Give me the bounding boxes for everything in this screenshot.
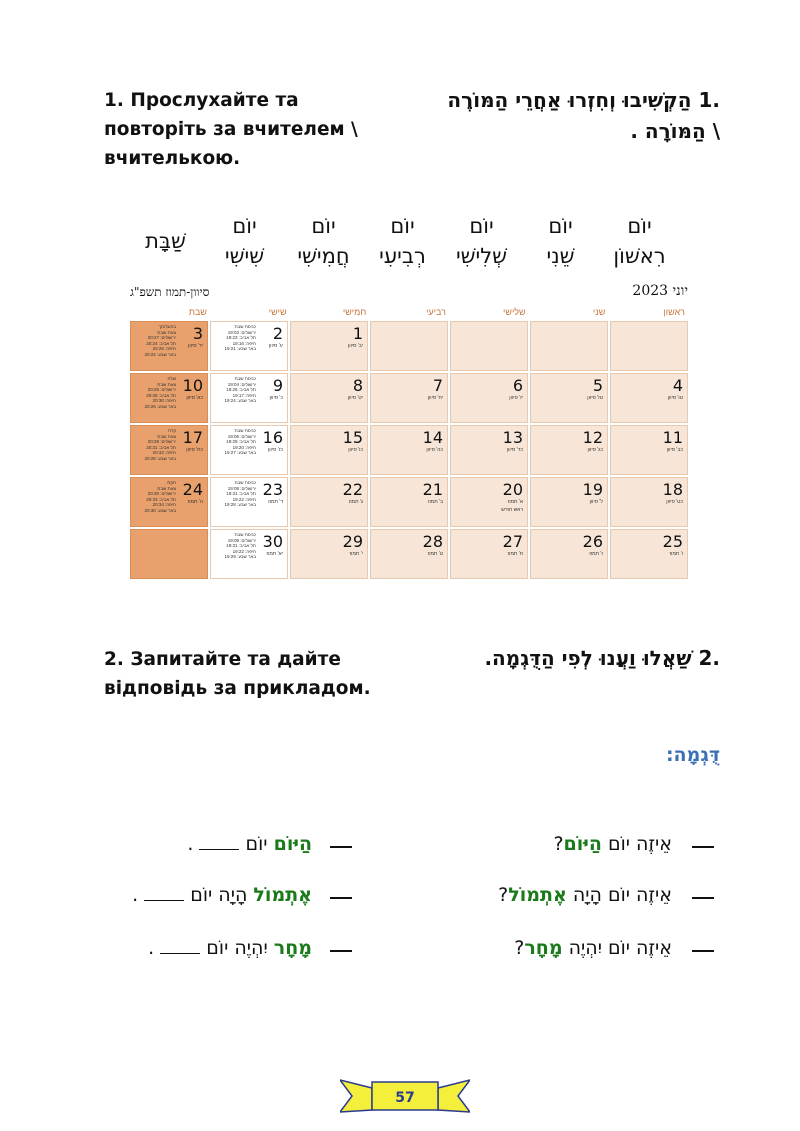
dash-mark [330, 897, 352, 899]
calendar-day-cell [530, 477, 608, 527]
hebrew-date: כג' סיוון [587, 447, 603, 453]
page-number: 57 [395, 1090, 415, 1106]
day-word: יוֹם [390, 214, 415, 238]
day-word: יוֹם [311, 214, 336, 238]
ex2-hebrew-instruction: .2 שַׁאֲלוּ וַעֲנוּ לְפִי הַדֻּגְמָה. [484, 646, 720, 670]
day-number: 4 [672, 376, 683, 395]
hebrew-date: כה' סיוון [426, 447, 443, 453]
day-number: 13 [502, 428, 523, 447]
ex1-ua-line: повторіть за вчителем \ [104, 119, 358, 140]
day-number: 19 [582, 480, 603, 499]
calendar-day-cell [130, 321, 208, 371]
answer-blank[interactable] [199, 835, 239, 850]
day-number: 30 [262, 532, 283, 551]
answer-text: הָיָה יוֹם [184, 884, 254, 906]
hebrew-date: טו' סיוון [667, 395, 683, 401]
day-number: 7 [432, 376, 443, 395]
hebrew-date: ג' תמוז [348, 499, 363, 505]
hebrew-date: כא' סיוון [186, 395, 203, 401]
question-mark: ? [553, 833, 564, 855]
day-number: 27 [502, 532, 523, 551]
answer-end: . [132, 884, 145, 906]
day-number: 25 [662, 532, 683, 551]
calendar-day-cell [370, 529, 448, 579]
ex1-ukrainian-instruction [104, 86, 358, 173]
calendar-day-cell [530, 321, 608, 371]
day-ordinal: שִׁישִׁי [224, 244, 265, 268]
hebrew-date: כז' סיוון [267, 447, 283, 453]
shabbat-times: כניסת שבת ירושלים: 19:09 תל אביב: 19:31 חיפה: 19:22 באר שבע: 19:29 [224, 532, 256, 559]
day-number: 15 [342, 428, 363, 447]
calendar-day-cell [210, 373, 288, 423]
calendar-day-cell [290, 477, 368, 527]
hebrew-date: יז' סיוון [509, 395, 523, 401]
day-word: יוֹם [469, 214, 494, 238]
example-label: דֻּגְמָה: [665, 744, 720, 766]
weekday-label: שני [592, 307, 606, 317]
dash-mark [692, 897, 714, 899]
dash-mark [692, 846, 714, 848]
hebrew-date: ל' סיוון [589, 499, 603, 505]
shabbat-times: כניסת שבת ירושלים: 19:06 תל אביב: 19:29 חיפה: 19:20 באר שבע: 19:27 [224, 428, 256, 455]
answer-line [132, 884, 312, 906]
hebrew-date: ו' תמוז [669, 551, 683, 557]
answer-line [187, 833, 312, 855]
calendar-day-cell [210, 477, 288, 527]
june-2023-calendar [130, 283, 688, 591]
day-ordinal: שְׁלִישִׁי [455, 244, 508, 268]
weekday-label: שלישי [503, 307, 526, 317]
day-number: 14 [422, 428, 443, 447]
day-number: 8 [352, 376, 363, 395]
day-number: 12 [582, 428, 603, 447]
hebrew-date: ט' תמוז [427, 551, 443, 557]
day-number: 23 [262, 480, 283, 499]
ex1-ua-line: 1. Прослухайте та [104, 90, 299, 111]
day-number: 9 [272, 376, 283, 395]
hebrew-date: כ' סיוון [269, 395, 283, 401]
day-number: 17 [182, 428, 203, 447]
calendar-day-cell [610, 373, 688, 423]
calendar-day-cell [370, 477, 448, 527]
day-word: יוֹם [548, 214, 573, 238]
answer-line [148, 937, 312, 959]
hebrew-date: ז' תמוז [589, 551, 603, 557]
weekday-label: ראשון [663, 307, 685, 317]
day-ordinal: שֵׁנִי [546, 244, 575, 268]
calendar-day-cell [210, 425, 288, 475]
hebrew-date: ח' תמוז [507, 551, 523, 557]
calendar-day-cell [370, 373, 448, 423]
shabbat-times: כניסת שבת ירושלים: 19:08 תל אביב: 19:31 חיפה: 19:22 באר שבע: 19:28 [224, 480, 256, 507]
shabbat-times: בהעלותך צאת שבת ירושלים: 20:27 תל אביב: 20:24 חיפה: 20:26 באר שבע: 20:22 [144, 324, 176, 357]
calendar-day-cell [610, 321, 688, 371]
hebrew-date: ה' תמוז [187, 499, 203, 505]
calendar-day-cell [610, 425, 688, 475]
day-number: 5 [592, 376, 603, 395]
ex1-he-line: .1 הַקְשִׁיבוּ וְחִזְרוּ אַחֲרֵי הַמּוֹרֶה [447, 88, 720, 112]
question-line [553, 833, 672, 855]
day-name [600, 211, 679, 271]
day-number: 1 [352, 324, 363, 343]
hebrew-date: ד' תמוז [268, 499, 283, 505]
calendar-day-cell [370, 321, 448, 371]
day-number: 18 [662, 480, 683, 499]
hebrew-date: כח' סיוון [186, 447, 203, 453]
hebrew-date: יד' סיוון [188, 343, 203, 349]
day-number: 22 [342, 480, 363, 499]
time-word: אֶתְמוֹל [253, 884, 312, 906]
calendar-day-cell [450, 425, 528, 475]
dash-mark [330, 950, 352, 952]
day-number: 16 [262, 428, 283, 447]
weekday-header [130, 307, 688, 321]
hebrew-date: יא' תמוז [266, 551, 283, 557]
calendar-day-cell [450, 529, 528, 579]
weekday-label: שישי [268, 307, 287, 317]
weekday-label: שבת [188, 307, 207, 317]
day-name [442, 211, 521, 271]
calendar-day-cell [130, 477, 208, 527]
day-ordinal: רְבִיעִי [379, 244, 426, 268]
calendar-day-cell [210, 321, 288, 371]
question-mark: ? [514, 937, 525, 959]
weekday-label: רביעי [426, 307, 446, 317]
shabbat-times: שלח צאת שבת ירושלים: 20:26 תל אביב: 20:28 חיפה: 20:30 באר שבע: 20:26 [144, 376, 176, 409]
day-name [363, 211, 442, 271]
hebrew-date: כט' סיוון [666, 499, 683, 505]
hebrew-date: כד' סיוון [506, 447, 523, 453]
day-number: 21 [422, 480, 443, 499]
dash-mark [692, 950, 714, 952]
calendar-day-cell [610, 529, 688, 579]
ex2-ua-line: 2. Запитайте та дайте [104, 649, 341, 670]
answer-text: יִהְיֶה יוֹם [200, 937, 274, 959]
day-ordinal: רִאשׁוֹן [613, 244, 666, 268]
answer-end: . [148, 937, 161, 959]
day-number: 28 [422, 532, 443, 551]
ex1-he-line: \ הַמּוֹרָה . [630, 119, 720, 143]
calendar-day-cell [290, 373, 368, 423]
ex2-ukrainian-instruction [104, 645, 371, 703]
shabbat-times: כניסת שבת ירושלים: 19:04 תל אביב: 19:26 חיפה: 19:17 באר שבע: 19:24 [224, 376, 256, 403]
hebrew-date: יט' סיוון [347, 395, 363, 401]
hebrew-date: יב' סיוון [347, 343, 363, 349]
time-word: הַיּוֹם [563, 833, 602, 855]
day-word: יוֹם [232, 214, 257, 238]
question-line [498, 884, 672, 906]
day-word: יוֹם [627, 214, 652, 238]
calendar-day-cell [610, 477, 688, 527]
question-text: אֵיזֶה יוֹם יִהְיֶה [562, 937, 672, 959]
answer-blank[interactable] [144, 886, 184, 901]
hebrew-month-label: סיוון-תמוז תשפ"ג [130, 285, 210, 299]
calendar-day-cell [290, 321, 368, 371]
shabbat-times: קרח צאת שבת ירושלים: 20:28 תל אביב: 20:31 חיפה: 20:33 באר שבע: 20:28 [144, 428, 176, 461]
hebrew-date: יג' סיוון [268, 343, 283, 349]
hebrew-date: כו' סיוון [348, 447, 363, 453]
day-name [126, 211, 205, 271]
answer-blank[interactable] [160, 939, 200, 954]
time-word: מָחָר [273, 937, 312, 959]
day-ordinal: שַׁבָּת [145, 229, 186, 253]
question-line [514, 937, 672, 959]
answer-end: . [187, 833, 200, 855]
calendar-day-cell [530, 529, 608, 579]
day-number: 29 [342, 532, 363, 551]
month-label: יוני 2023 [632, 283, 688, 299]
calendar-day-cell [530, 373, 608, 423]
hebrew-date: כב' סיוון [666, 447, 683, 453]
day-number: 11 [662, 428, 683, 447]
time-word: הַיּוֹם [273, 833, 312, 855]
calendar-grid [130, 321, 688, 579]
day-number: 6 [512, 376, 523, 395]
day-number: 20 [502, 480, 523, 499]
question-text: אֵיזֶה יוֹם [601, 833, 672, 855]
calendar-day-cell [290, 425, 368, 475]
shabbat-times: כניסת שבת ירושלים: 19:03 תל אביב: 19:23 חיפה: 19:16 באר שבע: 19:21 [224, 324, 256, 351]
day-name [284, 211, 363, 271]
calendar-day-cell [290, 529, 368, 579]
page-number-badge [340, 1074, 470, 1118]
hebrew-date: ב' תמוז [427, 499, 443, 505]
dash-mark [330, 846, 352, 848]
ex2-ua-line: відповідь за прикладом. [104, 678, 371, 699]
time-word: מָחָר [524, 937, 563, 959]
day-names-row [126, 211, 679, 271]
calendar-day-cell [130, 425, 208, 475]
weekday-label: חמישי [342, 307, 367, 317]
hebrew-date: א' תמוז [507, 499, 523, 505]
ex1-ua-line: вчителькою. [104, 148, 241, 169]
time-word: אֶתְמוֹל [508, 884, 567, 906]
calendar-day-cell [130, 373, 208, 423]
day-ordinal: חֲמִישִׁי [297, 244, 350, 268]
calendar-day-cell [530, 425, 608, 475]
calendar-day-cell [210, 529, 288, 579]
day-number: 3 [192, 324, 203, 343]
shabbat-times: חקת צאת שבת ירושלים: 20:30 תל אביב: 20:33 חיפה: 20:34 באר שבע: 20:30 [144, 480, 176, 513]
calendar-day-cell [450, 373, 528, 423]
day-name [521, 211, 600, 271]
question-text: אֵיזֶה יוֹם הָיָה [566, 884, 672, 906]
ex1-hebrew-instruction [390, 85, 720, 147]
hebrew-date: יח' סיוון [427, 395, 443, 401]
day-number: 26 [582, 532, 603, 551]
answer-text: יוֹם [239, 833, 274, 855]
calendar-day-cell [370, 425, 448, 475]
calendar-day-cell [130, 529, 208, 579]
day-number: 10 [182, 376, 203, 395]
hebrew-date: טז' סיוון [587, 395, 603, 401]
day-number: 2 [272, 324, 283, 343]
day-name [205, 211, 284, 271]
calendar-day-cell [450, 321, 528, 371]
question-mark: ? [498, 884, 509, 906]
holiday-label: ראש חודש [501, 507, 523, 513]
calendar-day-cell [450, 477, 528, 527]
hebrew-date: י' תמוז [349, 551, 363, 557]
day-number: 24 [182, 480, 203, 499]
